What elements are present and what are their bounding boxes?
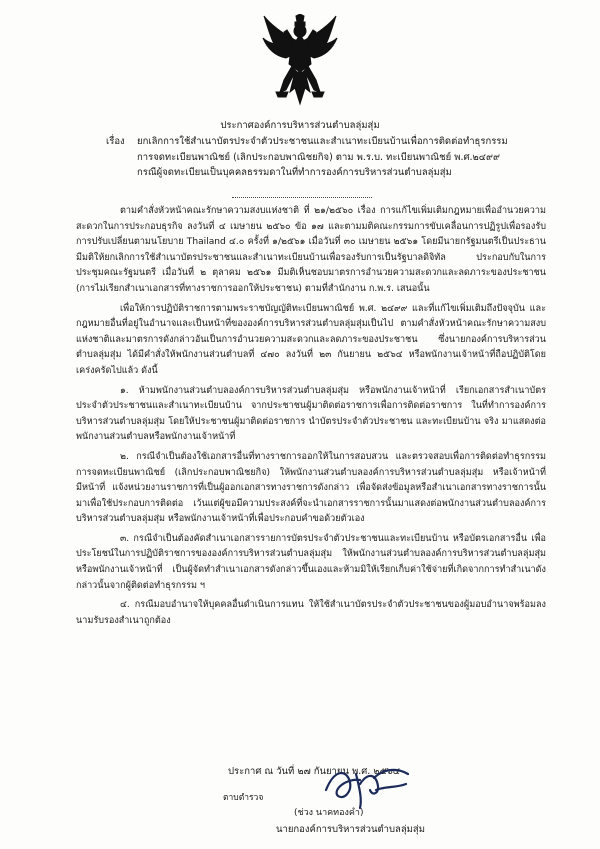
body-paragraph: ๓. กรณีจำเป็นต้องคัดสำเนาเอกสารรายการบัตรประจำตัวประชาชนและทะเบียนบ้าน หรือบัตรเอกสารอื่น เพื่อประโยชน์ในการปฏิบัติราชการขององค์การบริหารส่วนตำบลลุ่มสุ่ม ให้พนักงานส่วนตำบลองค์การบริหารส่วนตำบลลุ่มสุ่มหรือพนักงานเจ้าหน้าที่ เป็นผู้จัดทำสำเนาเอกสารดังกล่าวขึ้นเองและห้ามมิให้เรียกเก็บค่าใช้จ่ายที่เกิดจากการทำสำเนาดังกล่าวนั้นจากผู้ติดต่อทำธุรกรรม ฯ (76, 533, 546, 591)
subject-block (106, 134, 546, 181)
body-paragraph: ๑. ห้ามพนักงานส่วนตำบลองค์การบริหารส่วนตำบลลุ่มสุ่ม หรือพนักงานเจ้าหน้าที่ เรียกเอกสารสำเนาบัตรประจำตัวประชาชนและสำเนาทะเบียนบ้าน จากประชาชนผู้มาติดต่อราชการเพื่อการติดต่อราชการ ในที่ทำการองค์การบริหารส่วนตำบลลุ่มสุ่ม โดยให้ประชาชนผู้มาติดต่อราชการ นำบัตรประจำตัวประชาชน และทะเบียนบ้าน จริง มาแสดงต่อพนักงานส่วนตำบลหรือพนักงานเจ้าหน้าที่ (76, 385, 546, 443)
announcement-date: ประกาศ ณ วันที่ ๒๗ กันยายน พ.ศ. ๒๕๖๔ (228, 766, 400, 777)
subject-line: กรณีผู้จดทะเบียนเป็นบุคคลธรรมดาในที่ทำการองค์การบริหารส่วนตำบลลุ่มสุ่ม (137, 167, 452, 178)
document-body (76, 204, 546, 629)
subject-line: ยกเลิกการใช้สำเนาบัตรประจำตัวประชาชนและสำเนาทะเบียนบ้านเพื่อการติดต่อทำธุรกรรม (137, 136, 508, 147)
subject-label: เรื่อง (106, 136, 125, 147)
body-paragraph: เพื่อให้การปฏิบัติราชการตามพระราชบัญญัติทะเบียนพาณิชย์ พ.ศ. ๒๔๙๙ และที่แก้ไขเพิ่มเติมถึงปัจจุบัน และกฎหมายอื่นที่อยู่ในอำนาจและเป็นหน้าที่ขององค์การบริหารส่วนตำบลลุ่มสุ่มเป็นไป ตามคำสั่งหัวหน้าคณะรักษาความสงบแห่งชาติและมาตรการดังกล่าวอันเป็นการอำนวยความสะดวกและลดภาระของประชาชน ซึ่งนายกองค์การบริหารส่วนตำบลลุ่มสุ่ม ได้มีคำสั่งให้พนักงานส่วนตำบลที่ ๔๗๐ ลงวันที่ ๒๓ กันยายน ๒๕๖๔ หรือพนักงานเจ้าหน้าที่ถือปฏิบัติโดยเคร่งครัดไปแล้ว ดังนี้ (76, 303, 546, 376)
document-title: ประกาศองค์การบริหารส่วนตำบลลุ่มสุ่ม (220, 120, 380, 131)
garuda-emblem-icon (262, 14, 338, 106)
separator-rule (232, 197, 372, 198)
signer-name: (ช่วง นาคทองคำ) (294, 808, 364, 818)
subject-line: การจดทะเบียนพาณิชย์ (เลิกประกอบพาณิชยกิจ) ตาม พ.ร.บ. ทะเบียนพาณิชย์ พ.ศ.๒๔๙๙ (137, 151, 500, 163)
body-paragraph: ตามคำสั่งหัวหน้าคณะรักษาความสงบแห่งชาติ ที่ ๒๑/๒๕๖๐ เรื่อง การแก้ไขเพิ่มเติมกฎหมายเพื่ออำนวยความสะดวกในการประกอบธุรกิจ ลงวันที่ ๔ เมษายน ๒๕๖๐ ข้อ ๑๗ และตามมติคณะกรรมการขับเคลื่อนการปฏิรูปเพื่อรองรับการปรับเปลี่ยนตามนโยบาย Thailand ๔.๐ ครั้งที่ ๑/๒๕๖๑ เมื่อวันที่ ๓๐ เมษายน ๒๕๖๑ โดยมีนายกรัฐมนตรีเป็นประธาน มีมติให้ยกเลิกการใช้สำเนาบัตรประชาชนและสำเนาทะเบียนบ้านเพื่อรองรับการเป็นรัฐบาลดิจิทัล ประกอบกับในการประชุมคณะรัฐมนตรี เมื่อวันที่ ๒ ตุลาคม ๒๕๖๑ มีมติเห็นชอบมาตรการอำนวยความสะดวกและลดภาระของประชาชน (การไม่เรียกสำเนาเอกสารที่ทางราชการออกให้ประชาชน) ตามที่สำนักงาน ก.พ.ร. เสนอนั้น (76, 206, 546, 294)
body-paragraph: ๒. กรณีจำเป็นต้องใช้เอกสารอื่นที่ทางราชการออกให้ในการสอบสวน และตรวจสอบเพื่อการติดต่อทำธุรกรรมการจดทะเบียนพาณิชย์ (เลิกประกอบพาณิชยกิจ) ให้พนักงานส่วนตำบลองค์การบริหารส่วนตำบลลุ่มสุ่ม หรือเจ้าหน้าที่มีหน้าที่ แจ้งหน่วยงานราชการที่เป็นผู้ออกเอกสารทางราชการดังกล่าว เพื่อจัดส่งข้อมูลหรือสำเนาเอกสารทางราชการนั้นมาเพื่อใช้ประกอบการติดต่อ เว้นแต่ผู้ขอมีความประสงค์ที่จะนำเอกสารราชการนั้นมาแสดงต่อพนักงานส่วนตำบลองค์การบริหารส่วนตำบลลุ่มสุ่ม หรือพนักงานเจ้าหน้าที่เพื่อประกอบคำขอด้วยตัวเอง (76, 451, 546, 525)
body-paragraph: ๔. กรณีมอบอำนาจให้บุคคลอื่นดำเนินการแทน ให้ใช้สำเนาบัตรประจำตัวประชาชนของผู้มอบอำนาจพร้อมลงนามรับรองสำเนาถูกต้อง (76, 600, 546, 626)
checked-by-label: ตาบตำรวจ (223, 793, 264, 803)
signer-title: นายกองค์การบริหารส่วนตำบลลุ่มสุ่ม (276, 824, 425, 835)
